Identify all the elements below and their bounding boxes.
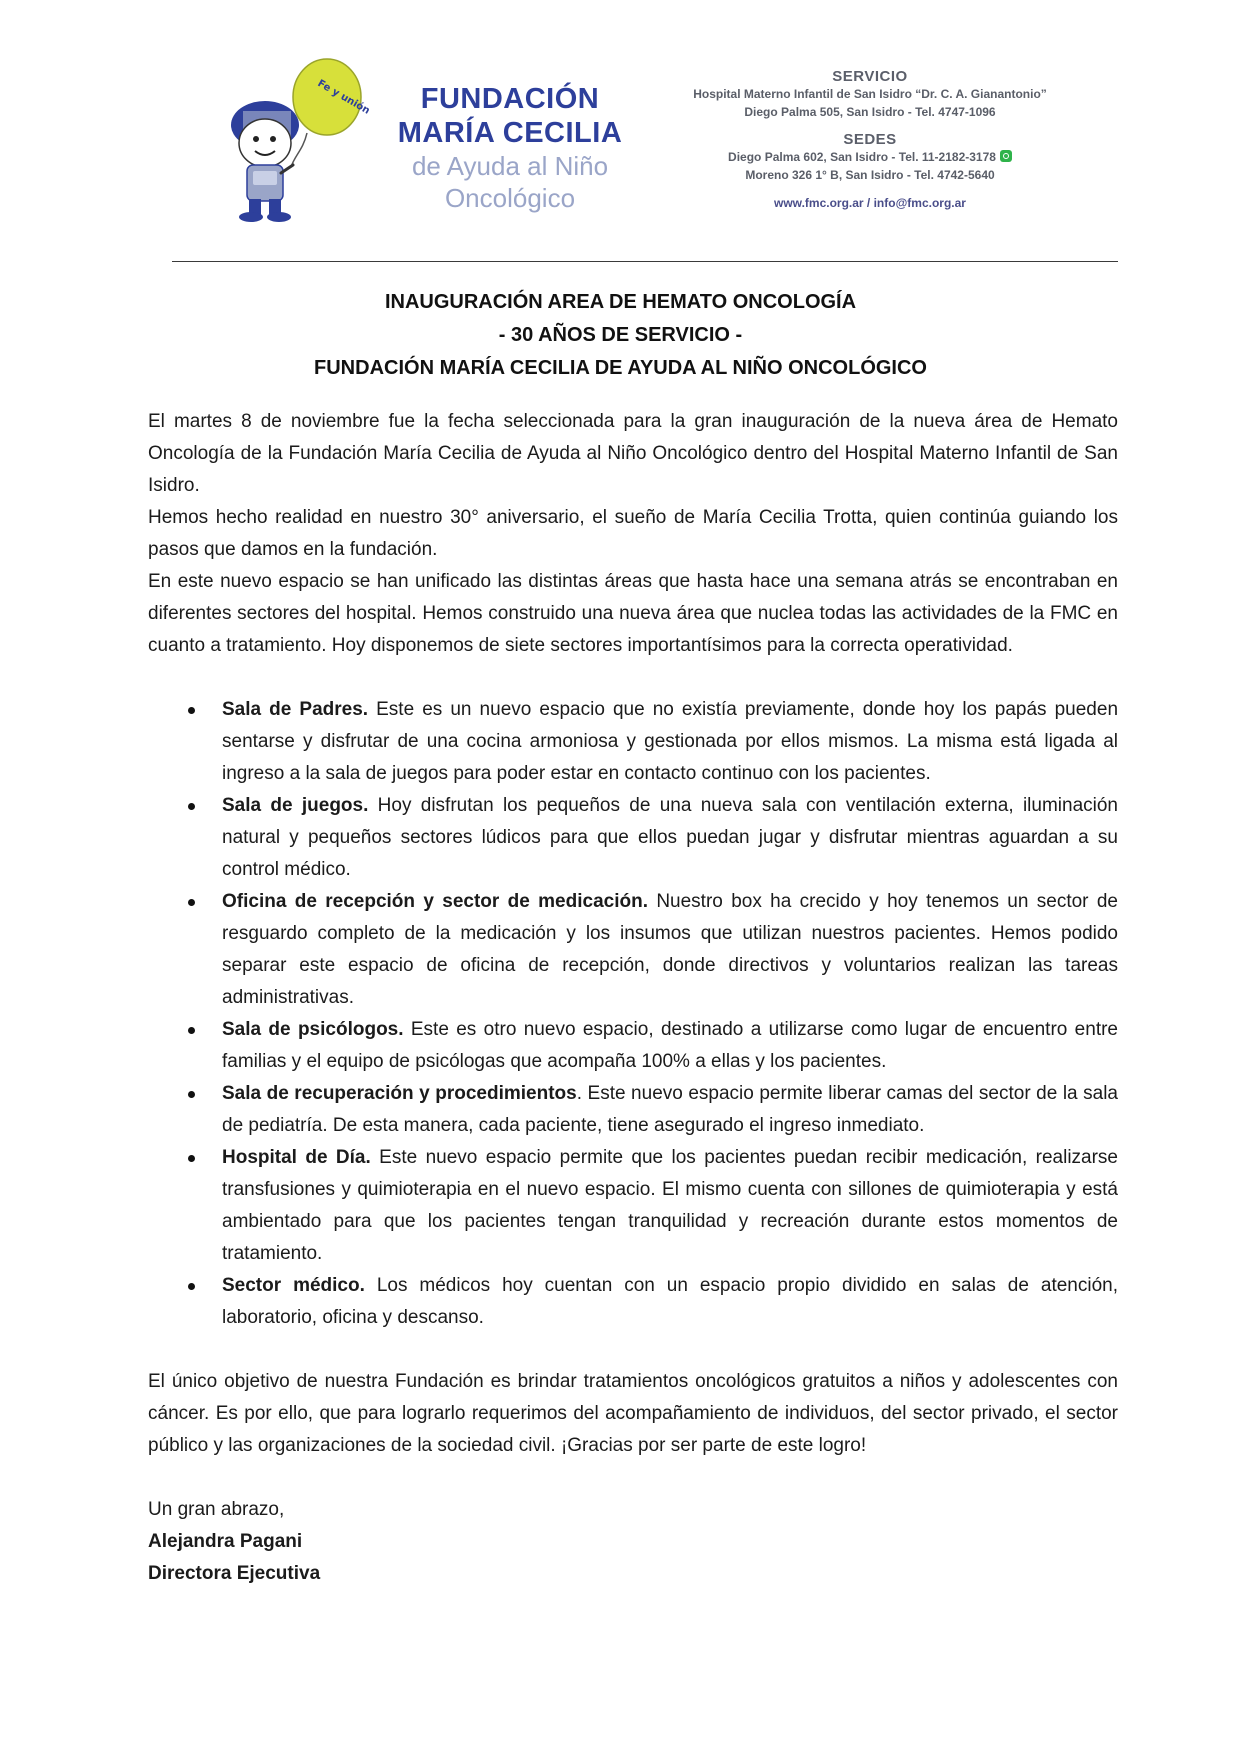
list-item [148,694,1118,790]
list-item [148,1270,1118,1334]
sector-title: Sector médico. [222,1275,365,1296]
sector-title: Sala de psicólogos. [222,1019,404,1040]
sedes-line-1: Diego Palma 602, San Isidro - Tel. 11-2182-3178 [728,150,996,164]
sector-title: Oficina de recepción y sector de medicación. [222,891,648,912]
sector-text: Hoy disfrutan los pequeños de una nueva sala con ventilación externa, iluminación natural y pequeños sectores lúdicos para que ellos puedan jugar y disfrutar mientras aguardan a su control médico. [222,795,1118,880]
sector-title: Sala de Padres. [222,699,369,720]
intro-paragraph-1: El martes 8 de noviembre fue la fecha seleccionada para la gran inauguración de la nueva área de Hemato Oncología de la Fundación María Cecilia de Ayuda al Niño Oncológico dentro del Hospital Materno Infantil de San Isidro. [148,411,1118,496]
closing-paragraph: El único objetivo de nuestra Fundación es brindar tratamientos oncológicos gratuitos a niños y adolescentes con cáncer. Es por ello, que para lograrlo requerimos del acompañamiento de individuos, del sector privado, el sector público y las organizaciones de la sociedad civil. ¡Gracias por ser parte de este logro! [148,1371,1118,1456]
list-item [148,1142,1118,1270]
list-item [148,1014,1118,1078]
servicio-line-2: Diego Palma 505, San Isidro - Tel. 4747-1096 [744,105,996,119]
title-line-2: - 30 AÑOS DE SERVICIO - [498,324,743,346]
sedes-line-1-row [670,148,1070,166]
sectors-list [148,694,1118,1334]
signature-greeting: Un gran abrazo, [148,1499,285,1520]
document-body [148,406,1118,1590]
sector-text: Nuestro box ha crecido y hoy tenemos un sector de resguardo completo de la medicación y los insumos que utilizan nuestros pacientes. Hemos podido separar este espacio de oficina de recepción, donde directivos y voluntarios realizan las tareas administrativas. [222,891,1118,1008]
letterhead [0,0,1241,260]
sector-title: Hospital de Día. [222,1147,371,1168]
website-email[interactable]: www.fmc.org.ar / info@fmc.org.ar [774,196,966,210]
whatsapp-icon [1000,150,1012,162]
signature-name: Alejandra Pagani [148,1531,303,1552]
brand-line-4: Oncológico [444,183,576,213]
sedes-heading: SEDES [843,131,897,148]
sector-text: Este nuevo espacio permite que los pacientes puedan recibir medicación, realizarse transfusiones y quimioterapia en el nuevo espacio. El mismo cuenta con sillones de quimioterapia y está ambientado para que los pacientes tengan tranquilidad y recreación durante estos momentos de tratamiento. [222,1147,1119,1264]
brand-line-3: de Ayuda al Niño [411,151,609,181]
mascot-logo [215,55,372,225]
header-divider [172,261,1118,262]
sector-text: Este es un nuevo espacio que no existía previamente, donde hoy los papás pueden sentarse y disfrutar de una cocina armoniosa y gestionada por ellos mismos. La misma está ligada al ingreso a la sala de juegos para poder estar en contacto continuo con los pacientes. [222,699,1119,784]
intro-paragraph-3: En este nuevo espacio se han unificado las distintas áreas que hasta hace una semana atrás se encontraban en diferentes sectores del hospital. Hemos construido una nueva área que nuclea todas las actividades de la FMC en cuanto a tratamiento. Hoy disponemos de siete sectores importantísimos para la correcta operatividad. [148,571,1118,656]
sedes-line-2: Moreno 326 1° B, San Isidro - Tel. 4742-5640 [745,168,995,182]
brand-line-2: MARÍA CECILIA [397,117,623,149]
sector-text: Este es otro nuevo espacio, destinado a utilizarse como lugar de encuentro entre familias y el equipo de psicólogas que acompaña 100% a ellas y los pacientes. [222,1019,1118,1072]
sector-text: Los médicos hoy cuentan con un espacio propio dividido en salas de atención, laboratorio, oficina y descanso. [222,1275,1118,1328]
signature-block [148,1494,1118,1590]
list-item [148,1078,1118,1142]
sector-title: Sala de recuperación y procedimientos [222,1083,577,1104]
title-line-3: FUNDACIÓN MARÍA CECILIA DE AYUDA AL NIÑO ONCOLÓGICO [314,357,927,379]
list-item [148,790,1118,886]
balloon-label-1: Fe y unión [315,78,372,117]
title-line-1: INAUGURACIÓN AREA DE HEMATO ONCOLOGÍA [384,291,857,313]
servicio-heading: SERVICIO [832,68,908,85]
list-item [148,886,1118,1014]
sector-title: Sala de juegos. [222,795,369,816]
servicio-line-1: Hospital Materno Infantil de San Isidro “Dr. C. A. Gianantonio” [693,87,1047,101]
sector-text: . Este nuevo espacio permite liberar camas del sector de la sala de pediatría. De esta manera, cada paciente, tiene asegurado el ingreso inmediato. [222,1083,1118,1136]
signature-role: Directora Ejecutiva [148,1563,321,1584]
contact-block [670,68,1070,210]
intro-paragraph-2: Hemos hecho realidad en nuestro 30° aniversario, el sueño de María Cecilia Trotta, quien continúa guiando los pasos que damos en la fundación. [148,507,1118,560]
foundation-wordmark [380,82,640,214]
brand-line-1: FUNDACIÓN [420,83,600,115]
document-title [0,286,1241,385]
